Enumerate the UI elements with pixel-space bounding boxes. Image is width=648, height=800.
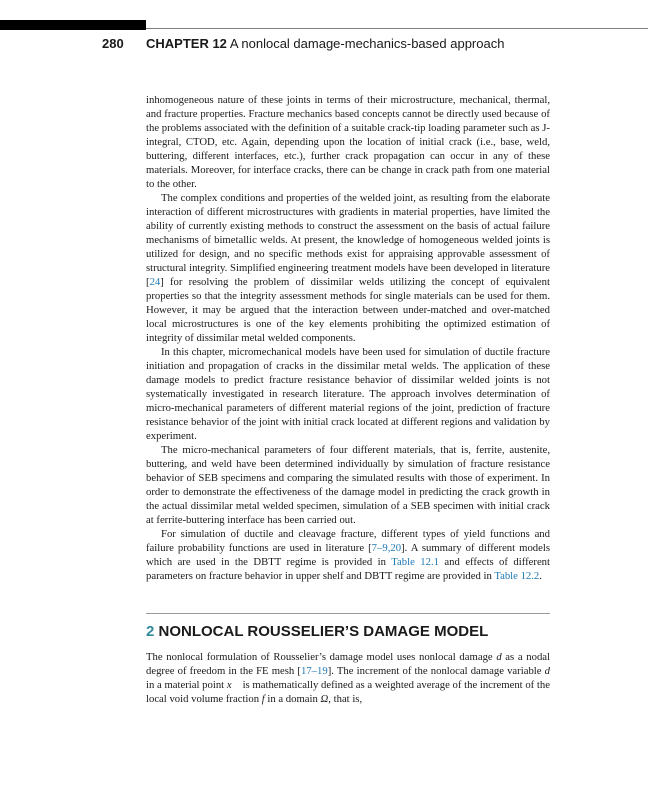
- body-text: [146, 93, 550, 706]
- page-number: 280: [102, 36, 124, 51]
- section-2-paragraph: [146, 650, 550, 706]
- running-head: [0, 36, 648, 54]
- section-divider: [146, 613, 550, 614]
- s2-text-g: , that is,: [328, 693, 363, 705]
- var-d-2: d: [544, 665, 550, 677]
- paragraph-2-text-b: ] for resolving the problem of dissimilar welds utilizing the concept of equivalent properties so that the integrity assessment methods for single materials can be used for them. However, it may be argued that the interaction between under-matched and over-matched local microstructures is one of the key elements prohibiting the optimized estimation of integrity of dissimilar metal welded components.: [146, 276, 550, 344]
- paragraph-5-text-d: .: [539, 570, 542, 582]
- paragraph-1: inhomogeneous nature of these joints in terms of their microstructure, mechanical, thermal, and fracture properties. Fracture mechanics based concepts cannot be directly used because of the problems associated with the definition of a suitable crack-tip loading parameter such as J-integral, CTOD, etc. Again, depending upon the location of initial crack (i.e., base, weld, buttering, different interfaces, etc.), further crack propagation can occur in any of these materials. Moreover, for interface cracks, there can be change in crack path from one material to the other.: [146, 94, 550, 190]
- s2-text-f: in a domain: [264, 693, 321, 705]
- section-number: 2: [146, 623, 155, 640]
- chapter-title: A nonlocal damage-mechanics-based approach: [229, 36, 505, 51]
- section-heading: [146, 623, 550, 641]
- section-title: NONLOCAL ROUSSELIER’S DAMAGE MODEL: [158, 623, 489, 640]
- var-d: d: [496, 651, 502, 663]
- table-12-2-link[interactable]: Table 12.2: [494, 570, 540, 582]
- header-thick-rule: [0, 20, 146, 30]
- paragraph-2-text-a: The complex conditions and properties of the welded joint, as resulting from the elaborate interaction of different microstructures with gradients in material properties, have limited the ability of currently existing methods to construct the assessment on the basis of actual failure mechanisms of bimetallic welds. At present, the knowledge of homogeneous welded joints is utilized for design, and no specific methods exist for appraising approvable assessment of structural integrity. Simplified engineering treatment models have been developed in literature [: [146, 192, 550, 288]
- var-f: f: [261, 693, 265, 705]
- s2-text-a: The nonlocal formulation of Rousselier’s damage model uses nonlocal damage: [146, 651, 497, 663]
- paragraph-5-text-c: and effects of different parameters on fracture behavior in upper shelf and DBTT regime are provided in: [146, 556, 550, 582]
- s2-text-d: in a material point: [146, 679, 227, 691]
- paragraph-5-text-a: For simulation of ductile and cleavage fracture, different types of yield functions and failure probability functions are used in literature [: [146, 528, 550, 554]
- table-12-1-link[interactable]: Table 12.1: [391, 556, 439, 568]
- var-omega: Ω: [320, 693, 329, 705]
- header-thin-rule: [146, 28, 648, 29]
- chapter-label: CHAPTER 12: [146, 36, 227, 51]
- paragraph-4: The micro-mechanical parameters of four different materials, that is, ferrite, austenite, buttering, and weld have been determined individually by simulation of fracture resistance behavior of SEB specimens and comparing the simulated results with those of experiment. In order to demonstrate the effectiveness of the damage model in predicting the crack growth in the actual dissimilar metal welded specimen, simulation of a SEB specimen with initial crack at ferrite-buttering interface has been carried out.: [146, 444, 550, 526]
- citation-link-7-9-20[interactable]: 7–9,20: [371, 542, 402, 554]
- paragraph-5-text-b: ]. A summary of different models which are used in the DBTT regime is provided in: [146, 542, 550, 568]
- s2-text-b: as a nodal degree of freedom in the FE mesh [: [146, 651, 550, 677]
- s2-text-e: is mathematically defined as a weighted average of the increment of the local void volume fraction: [146, 679, 550, 705]
- citation-link-17-19[interactable]: 17–19: [300, 665, 328, 677]
- citation-link-24[interactable]: 24: [149, 276, 161, 288]
- chapter-heading: [146, 36, 504, 51]
- paragraph-2: [146, 191, 550, 345]
- paragraph-3: In this chapter, micromechanical models have been used for simulation of ductile fracture initiation and propagation of cracks in the dissimilar metal welds. The application of these damage models to predict fracture resistance behavior of dissimilar welded joints is not systematically investigated in research literature. The approach involves determination of micro-mechanical parameters of different material regions of the joint, prediction of fracture resistance behavior of the joint with initial crack located at different regions and validation by experiment.: [146, 346, 550, 442]
- s2-text-c: ]. The increment of the nonlocal damage variable: [327, 665, 545, 677]
- paragraph-5: [146, 527, 550, 583]
- var-x-vector: x⃗: [226, 679, 240, 691]
